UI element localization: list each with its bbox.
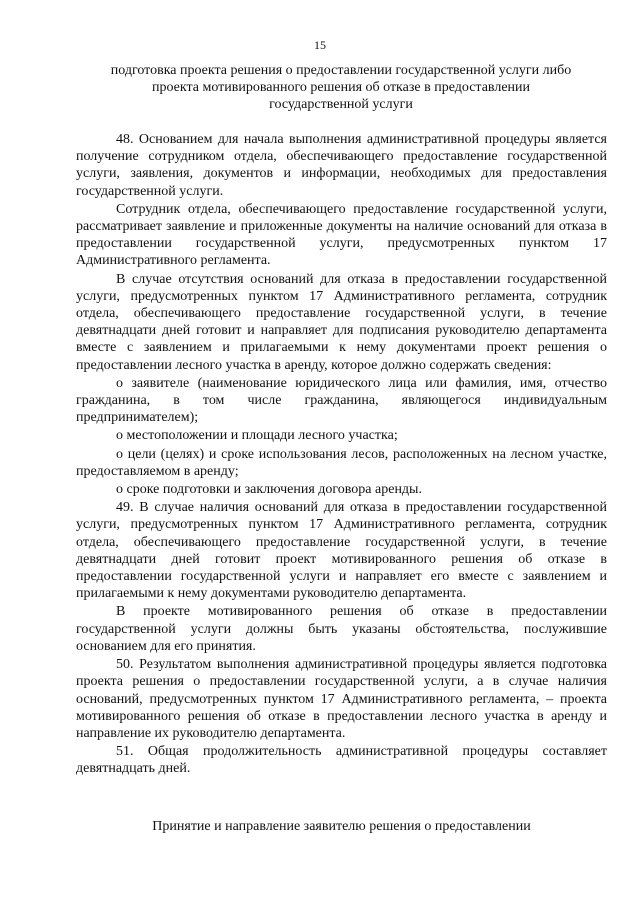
section-heading-line: подготовка проекта решения о предоставлении государственной услуги либо <box>110 63 572 78</box>
paragraph: В проекте мотивированного решения об отказе в предоставлении государственной услуги должны быть указаны обстоятельства, послужившие основанием для его принятия. <box>76 604 607 654</box>
paragraph-49: 49. В случае наличия оснований для отказа в предоставлении государственной услуги, предусмотренных пунктом 17 Административного регламента, сотрудник отдела, обеспечивающего предоставление государственной услуги, в течение девятнадцати дней готовит проект мотивированного решения об отказе в предоставлении государственной услуги и направляет его вместе с заявлением и прилагаемыми к нему документами руководителю департамента. <box>76 500 607 602</box>
page-number: 15 <box>314 38 326 52</box>
next-section-heading: Принятие и направление заявителю решения о предоставлении <box>152 819 531 834</box>
list-item: о заявителе (наименование юридического лица или фамилия, имя, отчество гражданина, в том числе гражданина, являющегося индивидуальным предпринимателем); <box>76 375 607 426</box>
section-heading <box>76 62 606 113</box>
document-body <box>76 131 607 778</box>
paragraph-50: 50. Результатом выполнения административной процедуры является подготовка проекта решения о предоставлении государственной услуги, а в случае наличия оснований, предусмотренных пунктом 17 Административного регламента, – проекта мотивированного решения об отказе в предоставлении лесного участка в аренду и направление их руководителю департамента. <box>76 657 607 741</box>
list-item: о сроке подготовки и заключения договора аренды. <box>116 482 422 498</box>
list-item: о местоположении и площади лесного участка; <box>116 428 398 444</box>
paragraph: Сотрудник отдела, обеспечивающего предоставление государственной услуги, рассматривает заявление и приложенные документы на наличие оснований для отказа в предоставлении государственной услуги, предусмотренных пунктом 17 Административного регламента. <box>76 201 607 269</box>
paragraph-48: 48. Основанием для начала выполнения административной процедуры является получение сотрудником отдела, обеспечивающего предоставление государственной услуги, заявления, документов и информации, необходимых для предоставления государственной услуги. <box>76 132 607 199</box>
paragraph-51: 51. Общая продолжительность административной процедуры составляет девятнадцать дней. <box>76 744 607 777</box>
section-heading-line: проекта мотивированного решения об отказе в предоставлении <box>151 80 531 95</box>
paragraph: В случае отсутствия оснований для отказа в предоставлении государственной услуги, предусмотренных пунктом 17 Административного регламента, сотрудник отдела, обеспечивающего предоставление государственной услуги, в течение девятнадцати дней готовит и направляет для подписания руководителю департамента вместе с заявлением и прилагаемыми к нему документами проект решения о предоставлении лесного участка в аренду, которое должно содержать сведения: <box>76 271 607 373</box>
section-heading-line: государственной услуги <box>269 97 413 112</box>
list-item: о цели (целях) и сроке использования лесов, расположенных на лесном участке, предоставляемом в аренду; <box>76 446 607 479</box>
